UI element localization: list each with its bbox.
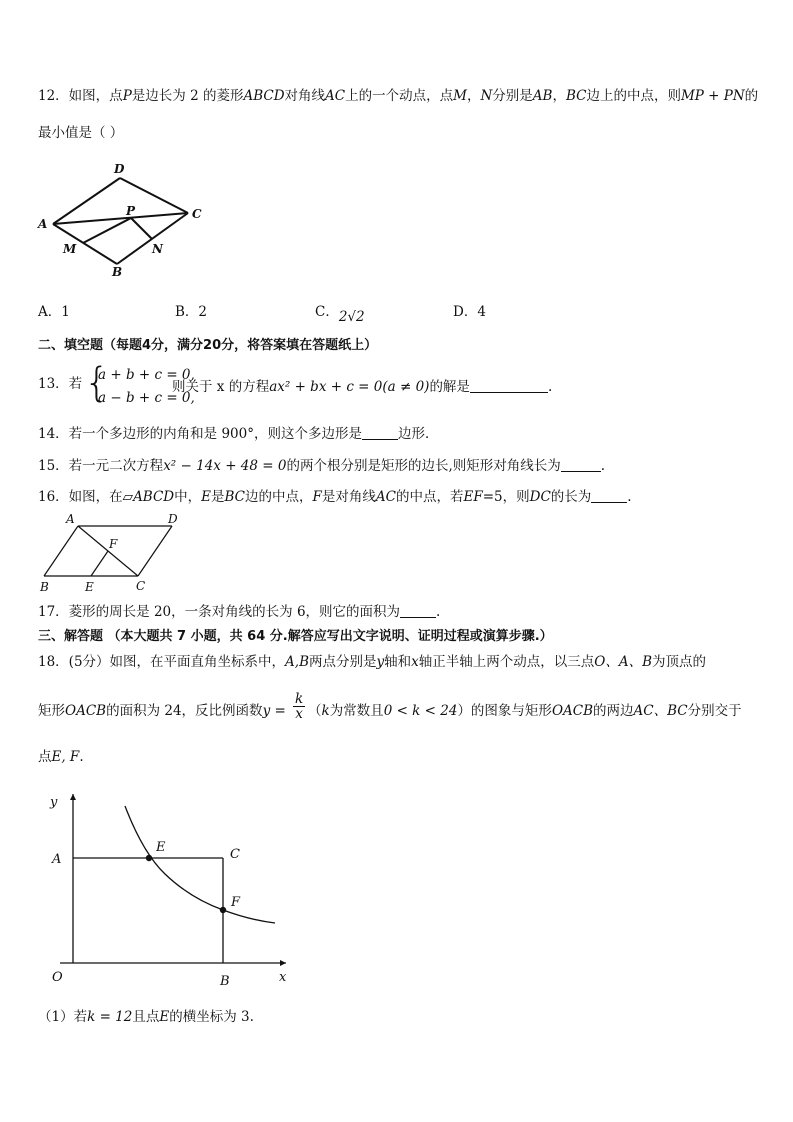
q18-text: . [79,749,84,765]
q18-line2-part1 [38,701,286,721]
label-f: F [231,895,241,910]
fraction-k-over-x [293,692,305,721]
q12-text: 边上的中点，则 [586,88,681,104]
q18-line2-part2 [308,701,742,721]
point-n: N [480,88,493,104]
axis-y-name: y [376,654,385,670]
label-d: D [114,162,125,176]
q16-text: 边的中点， [245,489,313,505]
point-p: P [122,88,132,104]
option-d[interactable]: D．4 [453,304,486,320]
q18-text: 矩形 [38,703,65,719]
q18-text: 的两边 [593,703,634,719]
label-x: x [279,970,287,985]
point-e: E [159,1009,170,1025]
segment-dc: DC [529,489,551,505]
q16-text: 的中点，若 [395,489,464,505]
point-f: F [312,489,322,505]
edge-ad [53,178,120,224]
label-b: B [220,974,230,989]
edge-dc [138,526,172,576]
q13 [38,360,755,406]
q12-text: 是边长为 2 的菱形 [131,88,244,104]
brace-icon: { [84,360,110,406]
q18-text: ）的图象与矩形 [457,703,552,719]
q14 [38,424,755,444]
q12-text: 12．如图，点 [38,88,123,104]
segment-ef [91,551,108,576]
q16-text: 中， [174,489,202,505]
label-n: N [152,242,163,256]
points-ef: E, F [51,749,80,765]
rect-oacb: OACB [65,703,107,719]
q13-rest [172,377,552,397]
q13-equation-2: a − b + c = 0, [98,390,195,406]
rhombus-abcd: ABCD [243,88,285,104]
q14-answer-blank[interactable] [362,425,398,440]
section-2-heading: 二、填空题（每题4分，满分20分，将答案填在答题纸上） [38,338,378,353]
q17-answer-blank[interactable] [400,603,436,618]
fraction-denominator: x [295,706,303,722]
q18-text: 为常数且 [329,703,384,719]
rect-oacb: OACB [551,703,594,719]
label-o: O [52,970,63,985]
label-c: C [230,847,240,862]
label-a: A [52,852,62,867]
q15-text: 的两个根分别是矩形的边长,则矩形对角线长为 [286,458,561,474]
option-c-label: C． [315,304,339,320]
point-f-dot [220,907,226,913]
q13-main-equation: ax² + bx + c = 0(a ≠ 0) [269,379,430,395]
q15-answer-blank[interactable] [561,457,601,472]
q12-stem-line1 [38,86,759,106]
q16-text: 是 [211,489,225,505]
edge-ba [44,526,78,576]
q15 [38,456,755,476]
q16-parallelogram-figure [36,510,196,596]
q17-text: . [436,604,441,620]
label-c: C [136,579,146,593]
q13-equation-1: a + b + c = 0, [98,367,195,383]
q16-answer-blank[interactable] [591,488,627,503]
parallelogram-abcd: ABCD [133,489,175,505]
q12-text: 对角线 [284,88,326,104]
q12-stem-line2: 最小值是（ ） [38,125,124,141]
axis-x-name: x [411,654,419,670]
label-y: y [50,795,58,810]
q13-text: 则关于 x 的方程 [172,379,270,395]
q17 [38,602,755,622]
q18-text: 的面积为 24，反比例函数 [106,703,263,719]
label-p: P [126,204,136,218]
label-e: E [156,840,166,855]
q18-text: 分别交于 [687,703,742,719]
section-3-heading: 三、解答题 （本大题共 7 小题，共 64 分.解答应写出文字说明、证明过程或演算步骤.） [38,629,553,644]
q12-text: ， [466,88,481,104]
q12-rhombus-figure [36,160,216,280]
segment-bc: BC [565,88,587,104]
points-ab: A,B [285,654,310,670]
q16-text: 16．如图，在▱ [38,489,134,505]
option-c[interactable] [315,302,365,325]
point-e-dot [146,855,152,861]
q14-text: 14．若一个多边形的内角和是 900°，则这个多边形是 [38,426,362,442]
q15-text: 15．若一元二次方程 [38,458,164,474]
q18-sub1-text: 且点 [132,1009,160,1025]
q18-text: 两点分别是 [309,654,377,670]
label-b: B [40,580,49,594]
q18-sub1-text: 的横坐标为 3. [169,1009,254,1025]
sides-ac-bc: AC、BC [633,703,688,719]
fraction-numerator: k [295,691,304,707]
q13-text: 的解是 [429,379,470,395]
q14-text: 边形． [398,426,439,442]
option-b[interactable]: B．2 [175,304,208,320]
q16-text: . [627,489,632,505]
q12-text: 上的一个动点，点 [345,88,454,104]
points-oab: O、A、B [594,654,653,670]
q18-line2 [38,692,755,732]
q16-text: =5，则 [482,489,530,505]
q17-text: 17．菱形的周长是 20，一条对角线的长为 6，则它的面积为 [38,604,401,620]
q18-line1 [38,652,755,672]
q18-text: 为顶点的 [652,654,707,670]
segment-pn [131,218,152,239]
q18-text: 18．(5分）如图，在平面直角坐标系中， [38,654,286,670]
label-f: F [109,537,118,551]
q18-text: 轴正半轴上两个动点，以三点 [418,654,595,670]
q18-line3 [38,747,755,767]
segment-bc: BC [224,489,246,505]
q12-text: 分别是 [492,88,533,104]
q13-text: 13．若 [38,376,83,392]
label-m: M [63,242,77,256]
segment-ac: AC [375,489,396,505]
label-b: B [112,265,123,279]
q16-text: 的长为 [550,489,592,505]
label-a: A [66,512,75,526]
label-c: C [192,207,202,221]
q18-coordinate-figure [40,788,300,993]
segment-ef: EF [463,489,483,505]
point-e: E [201,489,211,505]
q15-equation: x² − 14x + 48 = 0 [163,458,287,474]
k-range: 0 < k < 24 [383,703,458,719]
q18-text: 轴和 [384,654,412,670]
expr-mp-pn: MP + PN [680,88,745,104]
q13-text: . [547,379,553,395]
k-value: k = 12 [87,1009,133,1025]
q16 [38,487,755,507]
option-a[interactable]: A．1 [38,304,70,320]
point-m: M [453,88,467,104]
q18-sub1-text: （1）若 [38,1009,88,1025]
label-a: A [38,217,48,231]
constant-k: k [321,703,330,719]
hyperbola-curve [125,806,275,923]
q12-text: 的 [744,88,759,104]
q18-text: 点 [38,749,52,765]
q12-text: ， [552,88,566,104]
label-e: E [85,580,94,594]
segment-ab: AB [532,88,553,104]
function-y-eq: y = [262,703,286,719]
q15-text: . [600,458,606,474]
q18-sub1 [38,1007,755,1027]
segment-ac: AC [325,88,346,104]
q18-text: （ [308,703,322,719]
label-d: D [168,512,178,526]
option-c-value: 2√2 [338,309,365,325]
q16-text: 是对角线 [321,489,376,505]
q13-answer-blank[interactable] [470,378,548,393]
